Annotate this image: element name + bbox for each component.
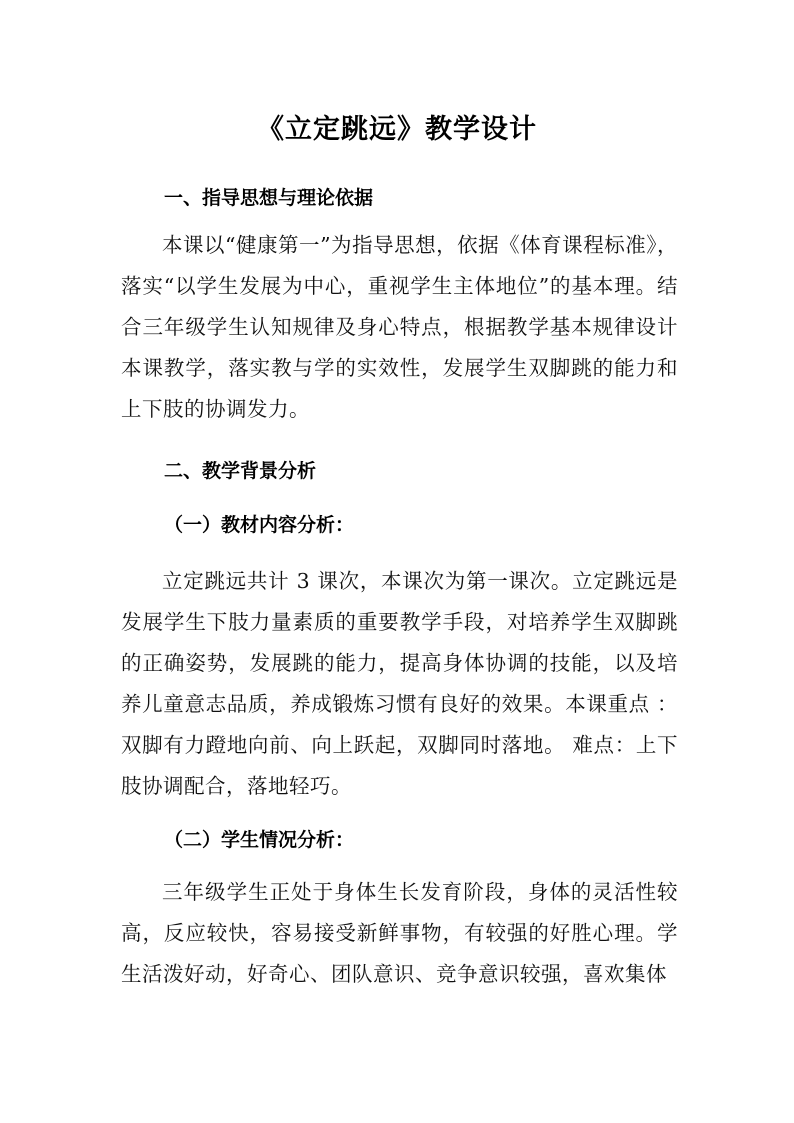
section-heading-guiding-ideology: 一、指导思想与理论依据: [164, 187, 374, 209]
section-heading-teaching-background: 二、教学背景分析: [164, 460, 317, 482]
page-title: 《立定跳远》教学设计: [257, 114, 537, 145]
subsection-heading-student-analysis: （二）学生情况分析：: [164, 829, 355, 851]
section-paragraph-guiding-ideology: 本课以“健康第一”为指导思想，依据《体育课程标准》，落实“以学生发展为中心，重视学生主体地位”的基本理。结合三年级学生认知规律及身心特点，根据教学基本规律设计本课教学，落实教与学的实效性，发展学生双脚跳的能力和上下肢的协调发力。: [121, 233, 678, 421]
subsection-paragraph-student-analysis: 三年级学生正处于身体生长发育阶段，身体的灵活性较高，反应较快，容易接受新鲜事物，有较强的好胜心理。学生活泼好动，好奇心、团队意识、竞争意识较强，喜欢集体: [121, 880, 678, 986]
subsection-heading-material-analysis: （一）教材内容分析：: [164, 514, 355, 536]
subsection-paragraph-material-analysis: 立定跳远共计 3 课次，本课次为第一课次。立定跳远是发展学生下肢力量素质的重要教学手段，对培养学生双脚跳的正确姿势，发展跳的能力，提高身体协调的技能，以及培养儿童意志品质，养成锻炼习惯有良好的效果。本课重点 ：双脚有力蹬地向前、向上跃起，双脚同时落地。 难点：上下肢协调配合，落地轻巧。: [121, 569, 678, 798]
